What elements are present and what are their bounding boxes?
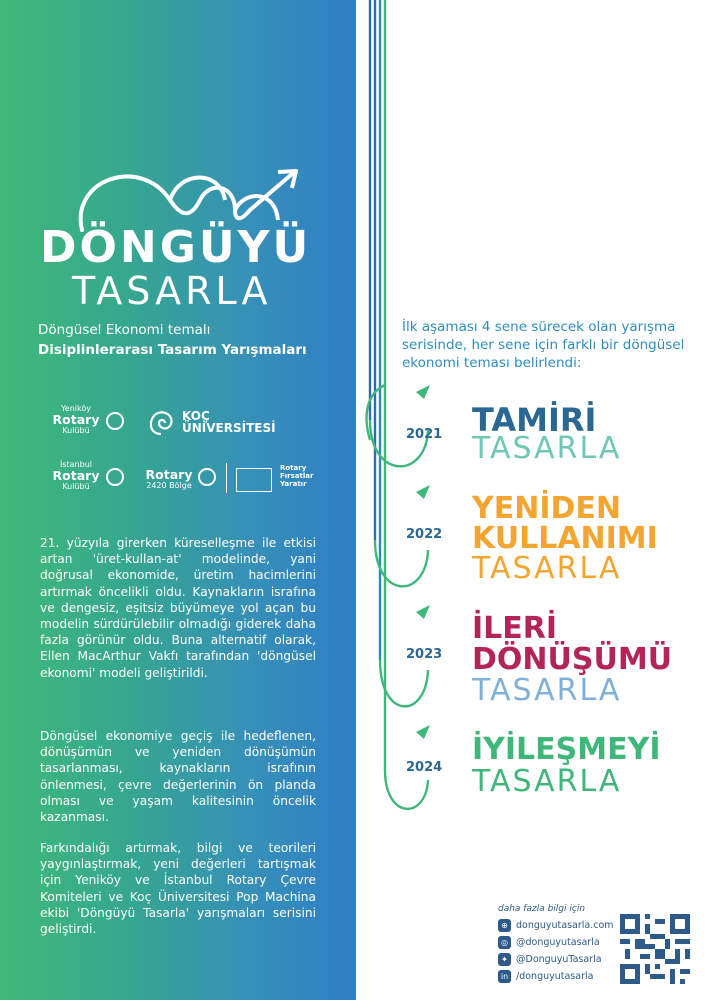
timeline-year-2023: 2023 bbox=[406, 647, 443, 662]
sponsor-divider bbox=[226, 463, 227, 493]
theme-2022-line2: KULLANIMI bbox=[472, 521, 658, 556]
rotary-wheel-icon bbox=[106, 468, 124, 486]
rotary-wheel-icon bbox=[198, 468, 216, 486]
twitter-link[interactable]: @DonguyuTasarla bbox=[516, 954, 602, 965]
theme-2023-line2: DÖNÜŞÜMÜ bbox=[472, 642, 673, 677]
koc-shell-icon bbox=[146, 406, 176, 436]
sponsor-rotary-2420: Rotary 2420 Bölge bbox=[145, 467, 193, 490]
logo-subtitle: TASARLA bbox=[72, 269, 272, 313]
tasarla-2024: TASARLA bbox=[472, 764, 622, 799]
tasarla-2022: TASARLA bbox=[472, 551, 622, 586]
website-link[interactable]: donguyutasarla.com bbox=[516, 920, 614, 931]
theme-2023-line1: İLERİ bbox=[472, 611, 558, 646]
rotary-wheel-icon bbox=[106, 412, 124, 430]
instagram-icon: ◎ bbox=[498, 936, 511, 949]
subtitle-line1: Döngüsel Ekonomi temalı bbox=[38, 322, 211, 338]
qr-code-icon[interactable] bbox=[620, 914, 690, 984]
logo-title: DÖNGÜYÜ bbox=[40, 222, 312, 273]
right-panel bbox=[356, 0, 706, 1000]
paragraph-1: 21. yüzyıla girerken küreselleşme ile etkisi artan 'üret-kullan-at' modelinde, yani doğrusal ekonomide, üretim hacimlerini artırmak öncelikli oldu. Kaynakların israfına ve dengesiz, eşitsiz büyümeye yol açan bu modelin sürdürülebilir olmadığı giderek daha fazla görünür oldu. Buna alternatif olarak, Ellen MacArthur Vakfı tarafından 'döngüsel ekonomi' modeli geliştirildi. bbox=[40, 536, 316, 680]
timeline-year-2021: 2021 bbox=[406, 427, 443, 442]
timeline-year-2022: 2022 bbox=[406, 527, 443, 542]
tasarla-2023: TASARLA bbox=[472, 673, 622, 708]
paragraph-2: Döngüsel ekonomiye geçiş ile hedeflenen, dönüşümün ve yeniden dönüşümün tasarlanması, kaynakların israfının önlenmesi, çevre değerlerinin ön planda olması ve yaşam kalitesinin öncelik kazanması. bbox=[40, 729, 316, 825]
linkedin-link[interactable]: /donguyutasarla bbox=[516, 971, 594, 982]
paragraph-3: Farkındalığı artırmak, bilgi ve teorileri yaygınlaştırmak, yeni değerleri tartışmak için Yeniköy ve İstanbul Rotary Çevre Komiteleri ve Koç Üniversitesi Pop Machina ekibi 'Döngüyü Tasarla' yarışmaları serisini geliştirdi. bbox=[40, 841, 316, 937]
intro-text: İlk aşaması 4 sene sürecek olan yarışma serisinde, her sene için farklı bir döngüsel ekonomi teması belirlendi: bbox=[402, 319, 685, 371]
contact-header: daha fazla bilgi için bbox=[498, 904, 586, 914]
linkedin-icon: in bbox=[498, 970, 511, 983]
theme-2024: İYİLEŞMEYİ bbox=[472, 732, 661, 767]
sponsor-yenikoy-rotary: Yeniköy Rotary Kulübü bbox=[52, 404, 100, 435]
timeline-year-2024: 2024 bbox=[406, 760, 443, 775]
subtitle-line2: Disiplinlerarası Tasarım Yarışmaları bbox=[38, 342, 307, 358]
sponsor-koc: KOÇ ÜNİVERSİTESİ bbox=[182, 409, 276, 435]
theme-2021: TAMİRİ bbox=[472, 401, 597, 439]
globe-icon: ⊕ bbox=[498, 919, 511, 932]
instagram-link[interactable]: @donguyutasarla bbox=[516, 937, 600, 948]
theme-2022-line1: YENİDEN bbox=[472, 491, 621, 526]
sponsor-istanbul-rotary: İstanbul Rotary Kulübü bbox=[52, 460, 100, 491]
rfy-logo-icon bbox=[236, 468, 272, 492]
sponsor-rfy: Rotary Fırsatlar Yaratır bbox=[280, 464, 314, 488]
twitter-icon: ✦ bbox=[498, 953, 511, 966]
tasarla-2021: TASARLA bbox=[472, 431, 622, 466]
